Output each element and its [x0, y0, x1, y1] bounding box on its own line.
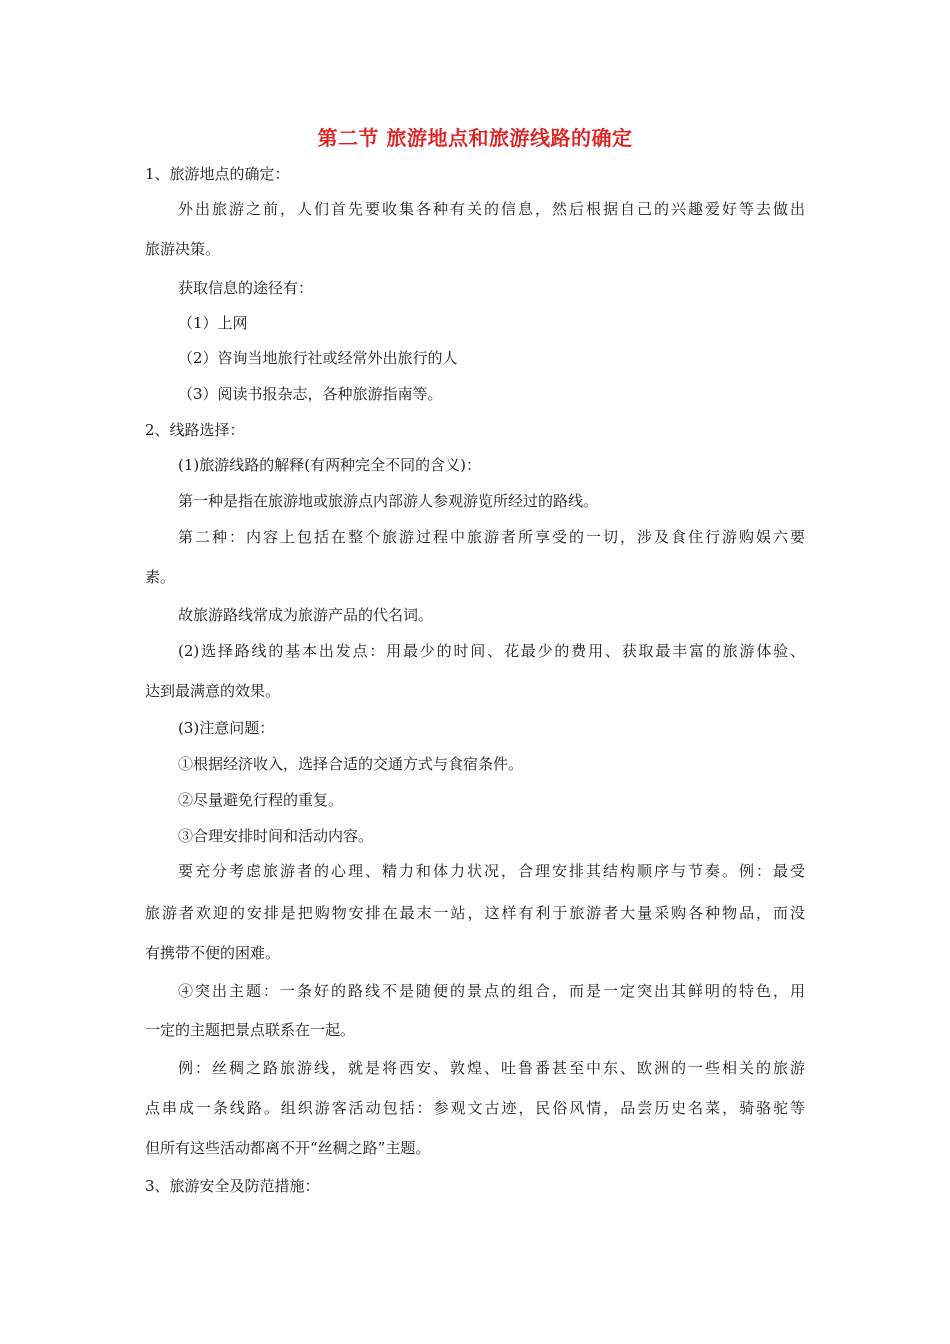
paragraph-line: 但所有这些活动都离不开“丝稠之路”主题。 [145, 1139, 431, 1157]
paragraph-line: 旅游者欢迎的安排是把购物安排在最末一站，这样有利于旅游者大量采购各种物品，而没 [145, 904, 805, 922]
paragraph-line: 旅游决策。 [145, 240, 221, 258]
paragraph-line: 例：丝稠之路旅游线，就是将西安、敦煌、吐鲁番甚至中东、欧洲的一些相关的旅游 [178, 1059, 805, 1077]
list-item: （1）上网 [178, 314, 248, 332]
paragraph-line: 素。 [145, 568, 176, 586]
heading-2: 2、线路选择： [145, 421, 245, 439]
paragraph-line: ④突出主题：一条好的路线不是随便的景点的组合，而是一定突出其鲜明的特色，用 [178, 982, 805, 1000]
paragraph-line: (3)注意问题： [178, 719, 275, 737]
list-item: （3）阅读书报杂志，各种旅游指南等。 [178, 385, 443, 403]
list-item: ③合理安排时间和活动内容。 [178, 827, 374, 845]
paragraph-line: 外出旅游之前，人们首先要收集各种有关的信息，然后根据自己的兴趣爱好等去做出 [178, 200, 805, 218]
paragraph-line: 要充分考虑旅游者的心理、精力和体力状况，合理安排其结构顺序与节奏。例：最受 [178, 862, 805, 880]
page-title: 第二节 旅游地点和旅游线路的确定 [317, 126, 633, 150]
paragraph-line: 第一种是指在旅游地或旅游点内部游人参观游览所经过的路线。 [178, 492, 599, 510]
paragraph-line: 第二种：内容上包括在整个旅游过程中旅游者所享受的一切，涉及食住行游购娱六要 [178, 528, 805, 546]
paragraph-line: 有携带不便的困难。 [145, 944, 281, 962]
paragraph-line: 获取信息的途径有： [178, 279, 314, 297]
list-item: （2）咨询当地旅行社或经常外出旅行的人 [178, 349, 458, 367]
list-item: ①根据经济收入，选择合适的交通方式与食宿条件。 [178, 755, 524, 773]
paragraph-line: (1)旅游线路的解释(有两种完全不同的含义)： [178, 456, 481, 474]
paragraph-line: 故旅游路线常成为旅游产品的代名词。 [178, 606, 434, 624]
paragraph-line: 点串成一条线路。组织游客活动包括：参观文古迹，民俗风情，品尝历史名菜，骑骆驼等 [145, 1099, 805, 1117]
paragraph-line: (2)选择路线的基本出发点：用最少的时间、花最少的费用、获取最丰富的旅游体验、 [178, 642, 805, 660]
heading-3: 3、旅游安全及防范措施： [145, 1177, 320, 1195]
paragraph-line: 一定的主题把景点联系在一起。 [145, 1021, 356, 1039]
list-item: ②尽量避免行程的重复。 [178, 791, 344, 809]
paragraph-line: 达到最满意的效果。 [145, 682, 281, 700]
heading-1: 1、旅游地点的确定： [145, 165, 290, 183]
